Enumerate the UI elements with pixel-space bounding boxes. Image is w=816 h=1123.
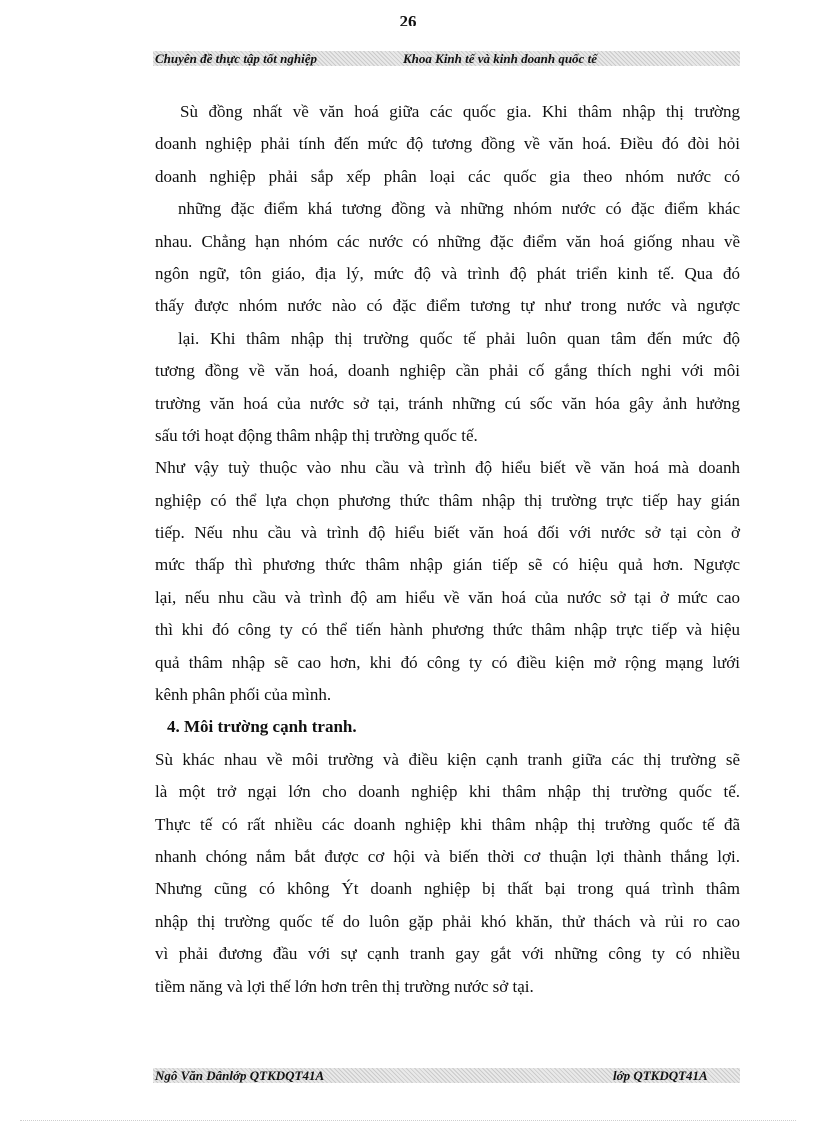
text-line: tiềm năng và lợi thế lớn hơn trên thị trường nước sở tại. (155, 976, 534, 996)
text-line: những đặc điểm khá tương đồng và những nhóm nước có đặc điểm khác (178, 199, 740, 219)
text-line: doanh nghiệp phải tính đến mức độ tương đồng về văn hoá. Điều đó đòi hỏi (155, 134, 740, 154)
text-line: nghiệp có thể lựa chọn phương thức thâm nhập thị trường trực tiếp hay gián (155, 490, 740, 510)
text-line: sấu tới hoạt động thâm nhập thị trường quốc tế. (155, 425, 478, 445)
text-line: thấy được nhóm nước nào có đặc điểm tương tự như trong nước và ngược (155, 296, 740, 316)
text-line: kênh phân phối của mình. (155, 685, 332, 705)
header-right-text: Khoa Kinh tế và kinh doanh quốc tế (403, 51, 597, 66)
footer-left-text: Ngô Văn Dânlớp QTKDQT41A (155, 1068, 325, 1083)
text-line: doanh nghiệp phải sắp xếp phân loại các quốc gia theo nhóm nước có (155, 166, 740, 186)
text-line: Sù đồng nhất về văn hoá giữa các quốc gia. Khi thâm nhập thị trường (180, 102, 740, 121)
text-line: Nhưng cũng có không Ýt doanh nghiệp bị thất bại trong quá trình thâm (155, 879, 740, 899)
text-line: Như vậy tuỳ thuộc vào nhu cầu và trình độ hiểu biết về văn hoá mà doanh (155, 458, 740, 478)
text-line: tiếp. Nếu nhu cầu và trình độ hiểu biết văn hoá đối với nước sở tại còn ở (155, 523, 740, 543)
text-line: mức thấp thì phương thức thâm nhập gián tiếp sẽ có hiệu quả hơn. Ngược (155, 555, 740, 575)
text-line: trường văn hoá của nước sở tại, tránh những cú sốc văn hóa gây ảnh hưởng (155, 393, 740, 413)
text-line: nhanh chóng nắm bắt được cơ hội và biến thời cơ thuận lợi thành thắng lợi. (155, 846, 740, 866)
section-heading: 4. Môi trường cạnh tranh. (167, 717, 357, 737)
text-line: là một trở ngại lớn cho doanh nghiệp khi thâm nhập thị trường quốc tế. (155, 782, 740, 802)
text-line: nhập thị trường quốc tế do luôn gặp phải khó khăn, thử thách và rủi ro cao (155, 911, 740, 931)
text-line: lại. Khi thâm nhập thị trường quốc tế phải luôn quan tâm đến mức độ (178, 328, 740, 348)
text-line: thì khi đó công ty có thể tiến hành phương thức thâm nhập trực tiếp và hiệu (155, 620, 740, 640)
running-header (153, 51, 740, 66)
text-line: quả thâm nhập sẽ cao hơn, khi đó công ty có điều kiện mở rộng mạng lưới (155, 652, 740, 672)
text-line: lại, nếu nhu cầu và trình độ am hiểu về văn hoá của nước sở tại ở mức cao (155, 587, 740, 607)
running-footer (153, 1068, 740, 1083)
header-left-text: Chuyên đề thực tập tốt nghiệp (155, 51, 317, 66)
text-line: Thực tế có rất nhiều các doanh nghiệp khi thâm nhập thị trường quốc tế đã (155, 814, 740, 834)
text-line: nhau. Chẳng hạn nhóm các nước có những đặc điểm văn hoá giống nhau về (155, 231, 740, 251)
text-line: ngôn ngữ, tôn giáo, địa lý, mức độ và trình độ phát triển kinh tế. Qua đó (155, 263, 740, 283)
text-line: vì phải đương đầu với sự cạnh tranh gay gắt với những công ty có nhiều (155, 944, 740, 964)
footer-right-text: lớp QTKDQT41A (613, 1068, 708, 1083)
page-number: 26 (399, 12, 417, 26)
body-text (155, 96, 740, 1003)
text-line: Sù khác nhau về môi trường và điều kiện cạnh tranh giữa các thị trường sẽ (155, 749, 740, 769)
text-line: tương đồng về văn hoá, doanh nghiệp cần phải cố gắng thích nghi với môi (155, 361, 740, 381)
page-bottom-rule (20, 1120, 796, 1121)
